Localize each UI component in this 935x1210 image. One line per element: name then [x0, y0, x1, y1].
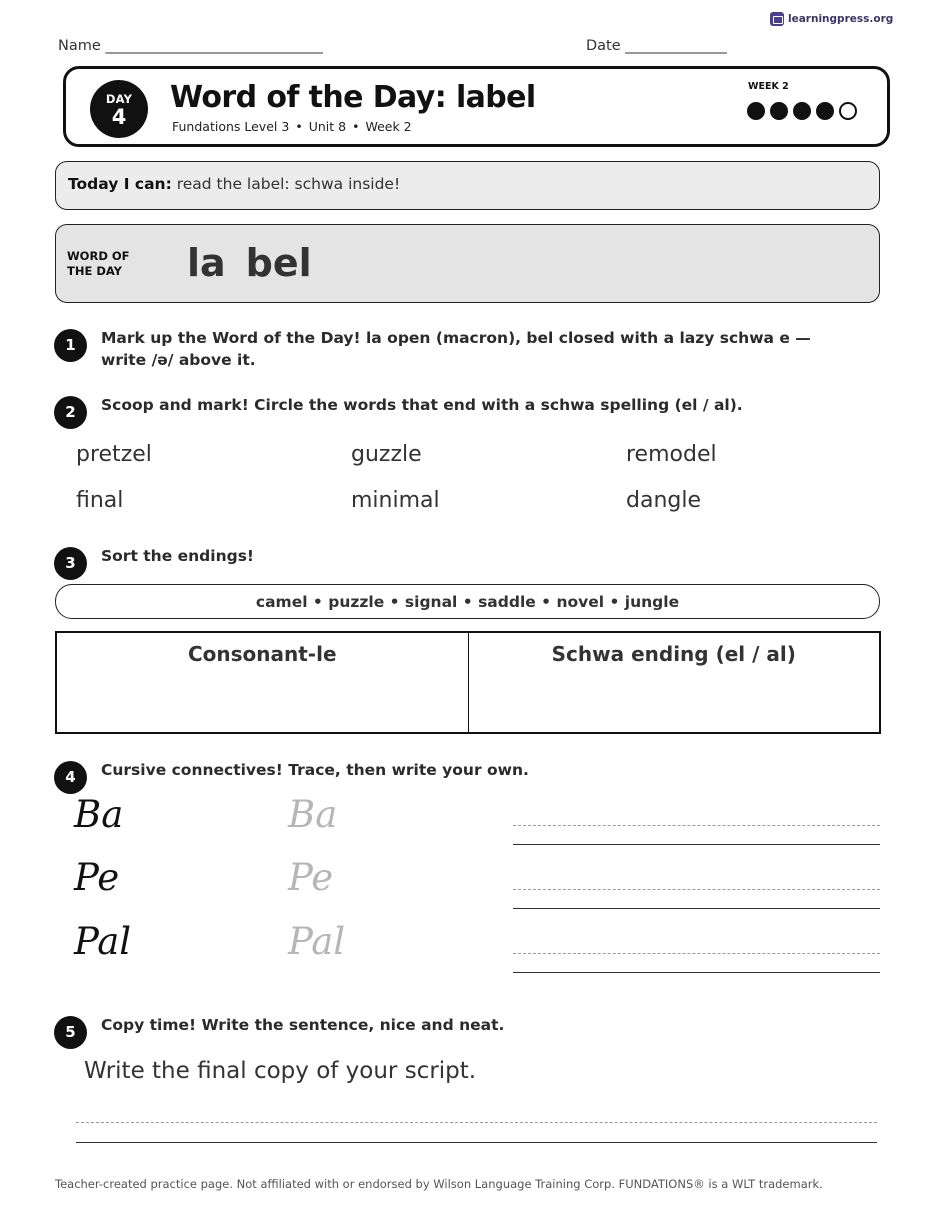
handwriting-line[interactable] [513, 889, 880, 909]
word-of-the-day-label [67, 249, 147, 279]
week-progress-dots [747, 102, 857, 120]
scoop-word[interactable]: minimal [351, 488, 440, 513]
scoop-word[interactable]: guzzle [351, 442, 422, 467]
scoop-word[interactable]: final [76, 488, 124, 513]
question-3-number: 3 [54, 547, 87, 580]
week-dot-filled [793, 102, 811, 120]
header-card [63, 66, 890, 147]
sort-column-consonant-le[interactable]: Consonant-le [187, 642, 337, 666]
scoop-word[interactable]: remodel [626, 442, 717, 467]
question-2-number: 2 [54, 396, 87, 429]
subtitle-unit: Unit 8 [308, 119, 347, 134]
subtitle [172, 119, 412, 134]
question-2-text: Scoop and mark! Circle the words that end with a schwa spelling (el / al). [101, 396, 743, 414]
word-bank: camel • puzzle • signal • saddle • novel • jungle [55, 584, 880, 619]
syllable-1: la [187, 241, 226, 285]
footer-disclaimer: Teacher-created practice page. Not affiliated with or endorsed by Wilson Language Training Corp. FUNDATIONS® is a WLT trademark. [55, 1177, 823, 1191]
cursive-trace[interactable]: Pal [288, 920, 346, 963]
question-1-line1: Mark up the Word of the Day! la open (macron), bel closed with a lazy schwa e — [101, 329, 811, 347]
week-dot-filled [816, 102, 834, 120]
brand-text: learningpress.org [788, 13, 894, 25]
day-badge [90, 80, 148, 138]
name-label: Name [58, 38, 101, 54]
name-blank: ______________________________ [105, 38, 323, 54]
cursive-trace[interactable]: Ba [288, 793, 338, 836]
week-dot-filled [770, 102, 788, 120]
subtitle-week: Week 2 [365, 119, 412, 134]
question-5-number: 5 [54, 1016, 87, 1049]
date-label: Date [586, 38, 621, 54]
subtitle-separator: • [352, 119, 360, 134]
question-4-text: Cursive connectives! Trace, then write your own. [101, 761, 529, 779]
scoop-word[interactable]: pretzel [76, 442, 152, 467]
scoop-word[interactable]: dangle [626, 488, 702, 513]
day-number: 4 [111, 105, 127, 129]
date-field[interactable] [586, 38, 727, 54]
cursive-model: Pal [74, 920, 132, 963]
week-label: WEEK 2 [748, 81, 789, 92]
word-of-the-day-syllables [187, 241, 312, 285]
subtitle-level: Fundations Level 3 [172, 119, 290, 134]
sort-column-schwa-ending[interactable]: Schwa ending (el / al) [468, 633, 880, 732]
week-dot-filled [747, 102, 765, 120]
cursive-trace[interactable]: Pe [288, 856, 334, 899]
question-1-text [101, 327, 811, 371]
syllable-2: bel [245, 241, 312, 285]
question-4-number: 4 [54, 761, 87, 794]
handwriting-line[interactable] [513, 953, 880, 973]
week-dot-empty [839, 102, 857, 120]
today-text: read the label: schwa inside! [171, 175, 401, 193]
date-blank: ______________ [625, 38, 727, 54]
name-field[interactable] [58, 38, 323, 54]
cursive-model: Ba [74, 793, 124, 836]
copy-sentence: Write the final copy of your script. [84, 1058, 477, 1084]
learningpress-logo-icon [770, 12, 784, 26]
subtitle-separator: • [295, 119, 303, 134]
brand-logo [770, 12, 893, 26]
page-title: Word of the Day: label [170, 80, 536, 115]
wotd-label-line1: WORD OF [67, 249, 130, 263]
question-3-text: Sort the endings! [101, 547, 254, 565]
handwriting-line[interactable] [513, 825, 880, 845]
copy-writing-line[interactable] [76, 1122, 877, 1143]
sort-table [55, 631, 881, 734]
day-label: DAY [105, 92, 133, 106]
question-1-number: 1 [54, 329, 87, 362]
today-prefix: Today I can: [68, 175, 172, 193]
wotd-label-line2: THE DAY [67, 264, 123, 278]
question-1-line2: write /ə/ above it. [101, 351, 256, 369]
question-5-text: Copy time! Write the sentence, nice and neat. [101, 1016, 505, 1034]
cursive-model: Pe [74, 856, 120, 899]
word-of-the-day-box [55, 224, 880, 303]
today-i-can-box [55, 161, 880, 210]
